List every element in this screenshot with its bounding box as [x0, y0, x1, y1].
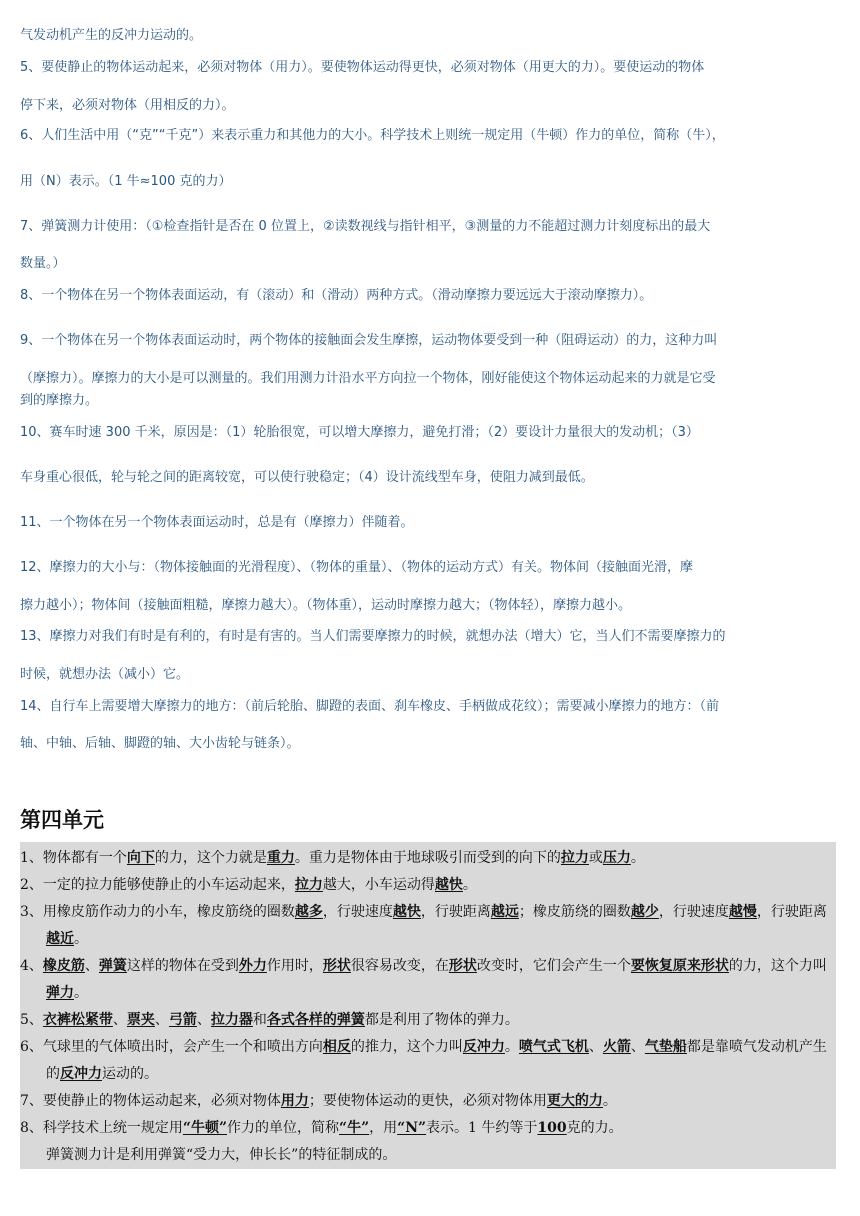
text-segment: 或: [588, 850, 603, 866]
text-segment: ；要使物体运动的更快，必须对物体用: [308, 1093, 547, 1109]
text-segment: ；橡皮筋绕的圈数: [518, 904, 631, 920]
keyword: 重力: [266, 850, 295, 866]
unit4-item-7: [20, 1088, 834, 1115]
keyword: 100: [537, 1120, 567, 1136]
keyword: 拉力: [560, 850, 589, 866]
item-7-line-1: 7、弹簧测力计使用：（①检查指针是否在 0 位置上，②读数视线与指针相平，③测量的力不能超过测力计刻度标出的最大: [20, 219, 711, 234]
item-9-line-1: 9、一个物体在另一个物体表面运动时，两个物体的接触面会发生摩擦，运动物体要受到一种（阻碍运动）的力，这种力叫: [20, 333, 718, 348]
text-segment: 越大，小车运动得: [322, 877, 435, 893]
item-14-line-2: 轴、中轴、后轴、脚蹬的轴、大小齿轮与链条）。: [20, 736, 300, 751]
item-5-line-2: 停下来，必须对物体（用相反的力）。: [20, 98, 235, 113]
item-12-line-1: 12、摩擦力的大小与：（物体接触面的光滑程度）、（物体的重量）、（物体的运动方式）有关。物体间（接触面光滑，摩: [20, 560, 694, 575]
keyword: 外力: [238, 958, 267, 974]
unit4-item-1: [20, 845, 834, 872]
text-segment: 克的力。: [566, 1120, 623, 1136]
item-14-line-1: 14、自行车上需要增大摩擦力的地方：（前后轮胎、脚蹬的表面、刹车橡皮、手柄做成花纹）；需要减小摩擦力的地方：（前: [20, 699, 720, 714]
keyword: 拉力: [294, 877, 323, 893]
text-segment: 7、要使静止的物体运动起来，必须对物体: [20, 1093, 281, 1109]
item-9-line-3: 到的摩擦力。: [20, 393, 99, 408]
unit-4-list: [20, 845, 834, 1169]
text-segment: 。: [602, 1093, 617, 1109]
text-segment: 、: [588, 1039, 603, 1055]
item-10-line-2: 车身重心很低，轮与轮之间的距离较宽，可以使行驶稳定；（4）设计流线型车身，使阻力减到最低。: [20, 470, 594, 485]
text-segment: 。: [504, 1039, 519, 1055]
keyword: 反冲力: [462, 1039, 505, 1055]
keyword: 越近: [46, 931, 74, 947]
item-11: 11、一个物体在另一个物体表面运动时，总是有（摩擦力）伴随着。: [20, 515, 414, 530]
text-segment: 1、物体都有一个: [20, 850, 127, 866]
text-segment: 很容易改变，在: [350, 958, 449, 974]
text-segment: 运动的。: [102, 1066, 158, 1082]
text-segment: 。: [74, 985, 88, 1001]
unit4-item-6: [20, 1034, 834, 1088]
keyword: 更大的力: [546, 1093, 603, 1109]
text-segment: 的推力，这个力叫: [350, 1039, 463, 1055]
keyword: 要恢复原来形状: [630, 958, 729, 974]
keyword: 越快: [392, 904, 421, 920]
unit4-item-3: [20, 899, 834, 953]
keyword: 各式各样的弹簧: [266, 1012, 365, 1028]
text-segment: 都是靠喷气发动机产生的: [46, 1039, 827, 1082]
text-segment: 的力，这个力就是: [154, 850, 267, 866]
text-segment: 这样的物体在受到: [126, 958, 239, 974]
item-10-line-1: 10、赛车时速 300 千米，原因是：（1）轮胎很宽，可以增大摩擦力，避免打滑；（2）要设计力量很大的发动机；（3）: [20, 425, 699, 440]
keyword: 用力: [280, 1093, 309, 1109]
keyword: 形状: [448, 958, 477, 974]
text-line: 气发动机产生的反冲力运动的。: [20, 28, 203, 43]
text-segment: ，行驶距离: [420, 904, 491, 920]
text-segment: 8、科学技术上统一规定用: [20, 1120, 183, 1136]
keyword: 弓箭: [168, 1012, 197, 1028]
text-segment: 。重力是物体由于地球吸引而受到的向下的: [294, 850, 561, 866]
keyword: 衣裤松紧带: [42, 1012, 113, 1028]
keyword: 火箭: [602, 1039, 631, 1055]
item-7-line-2: 数量。）: [20, 256, 66, 271]
text-segment: ，用: [369, 1120, 398, 1136]
keyword: “N”: [397, 1120, 427, 1136]
text-segment: 作力的单位，简称: [227, 1120, 340, 1136]
text-segment: 2、一定的拉力能够使静止的小车运动起来，: [20, 877, 295, 893]
unit4-item-8: [20, 1115, 834, 1142]
item-12-line-2: 擦力越小）；物体间（接触面粗糙，摩擦力越大）。（物体重），运动时摩擦力越大；（物体轻），摩擦力越小。: [20, 598, 632, 613]
unit-4-heading: 第四单元: [20, 808, 104, 832]
text-segment: 都是利用了物体的弹力。: [364, 1012, 519, 1028]
text-segment: ，行驶距离: [756, 904, 827, 920]
text-segment: 、: [84, 958, 99, 974]
text-segment: 和: [252, 1012, 267, 1028]
unit4-item-4: [20, 953, 834, 1007]
text-segment: 。: [462, 877, 477, 893]
keyword: 形状: [322, 958, 351, 974]
keyword: 越快: [434, 877, 463, 893]
text-segment: 作用时，: [266, 958, 323, 974]
item-9-line-2: （摩擦力）。摩擦力的大小是可以测量的。我们用测力计沿水平方向拉一个物体，刚好能使这个物体运动起来的力就是它受: [20, 371, 716, 386]
keyword: 向下: [126, 850, 155, 866]
keyword: 越多: [294, 904, 323, 920]
keyword: 橡皮筋: [42, 958, 85, 974]
keyword: “牛”: [339, 1120, 370, 1136]
keyword: 越远: [490, 904, 519, 920]
keyword: 票夹: [126, 1012, 155, 1028]
text-segment: 5、: [20, 1012, 43, 1028]
keyword: 喷气式飞机: [518, 1039, 589, 1055]
item-6-line-1: 6、人们生活中用（“克”“千克”）来表示重力和其他力的大小。科学技术上则统一规定用（牛顿）作力的单位，简称（牛），: [20, 128, 725, 143]
keyword: 压力: [602, 850, 631, 866]
text-segment: ，行驶速度: [322, 904, 393, 920]
unit4-item-2: [20, 872, 834, 899]
keyword: 相反: [322, 1039, 351, 1055]
keyword: 气垫船: [644, 1039, 687, 1055]
unit4-item-5: [20, 1007, 834, 1034]
item-5-line-1: 5、要使静止的物体运动起来，必须对物体（用力）。要使物体运动得更快，必须对物体（用更大的力）。要使运动的物体: [20, 60, 705, 75]
item-13-line-1: 13、摩擦力对我们有时是有利的，有时是有害的。当人们需要摩擦力的时候，就想办法（增大）它，当人们不需要摩擦力的: [20, 629, 726, 644]
keyword: 越慢: [728, 904, 757, 920]
keyword: “牛顿”: [182, 1120, 228, 1136]
text-segment: 。: [630, 850, 645, 866]
text-segment: ，行驶速度: [658, 904, 729, 920]
text-segment: 6、气球里的气体喷出时，会产生一个和喷出方向: [20, 1039, 323, 1055]
text-segment: 、: [196, 1012, 211, 1028]
text-segment: 表示。1 牛约等于: [426, 1120, 538, 1136]
keyword: 反冲力: [60, 1066, 102, 1082]
text-segment: 、: [112, 1012, 127, 1028]
text-segment: 4、: [20, 958, 43, 974]
item-6-line-2: 用（N）表示。（1 牛≈100 克的力）: [20, 174, 232, 189]
text-segment: 的力，这个力叫: [728, 958, 827, 974]
keyword: 越少: [630, 904, 659, 920]
text-segment: 改变时，它们会产生一个: [476, 958, 631, 974]
text-segment: 3、用橡皮筋作动力的小车，橡皮筋绕的圈数: [20, 904, 295, 920]
keyword: 弹力: [46, 985, 74, 1001]
item-13-line-2: 时候，就想办法（减小）它。: [20, 667, 190, 682]
keyword: 拉力器: [210, 1012, 253, 1028]
text-segment: 。: [74, 931, 88, 947]
text-segment: 、: [630, 1039, 645, 1055]
keyword: 弹簧: [98, 958, 127, 974]
item-8: 8、一个物体在另一个物体表面运动，有（滚动）和（滑动）两种方式。（滑动摩擦力要远远大于滚动摩擦力）。: [20, 288, 653, 303]
unit4-item-9: 弹簧测力计是利用弹簧“受力大，伸长长”的特征制成的。: [46, 1147, 397, 1163]
text-segment: 、: [154, 1012, 169, 1028]
